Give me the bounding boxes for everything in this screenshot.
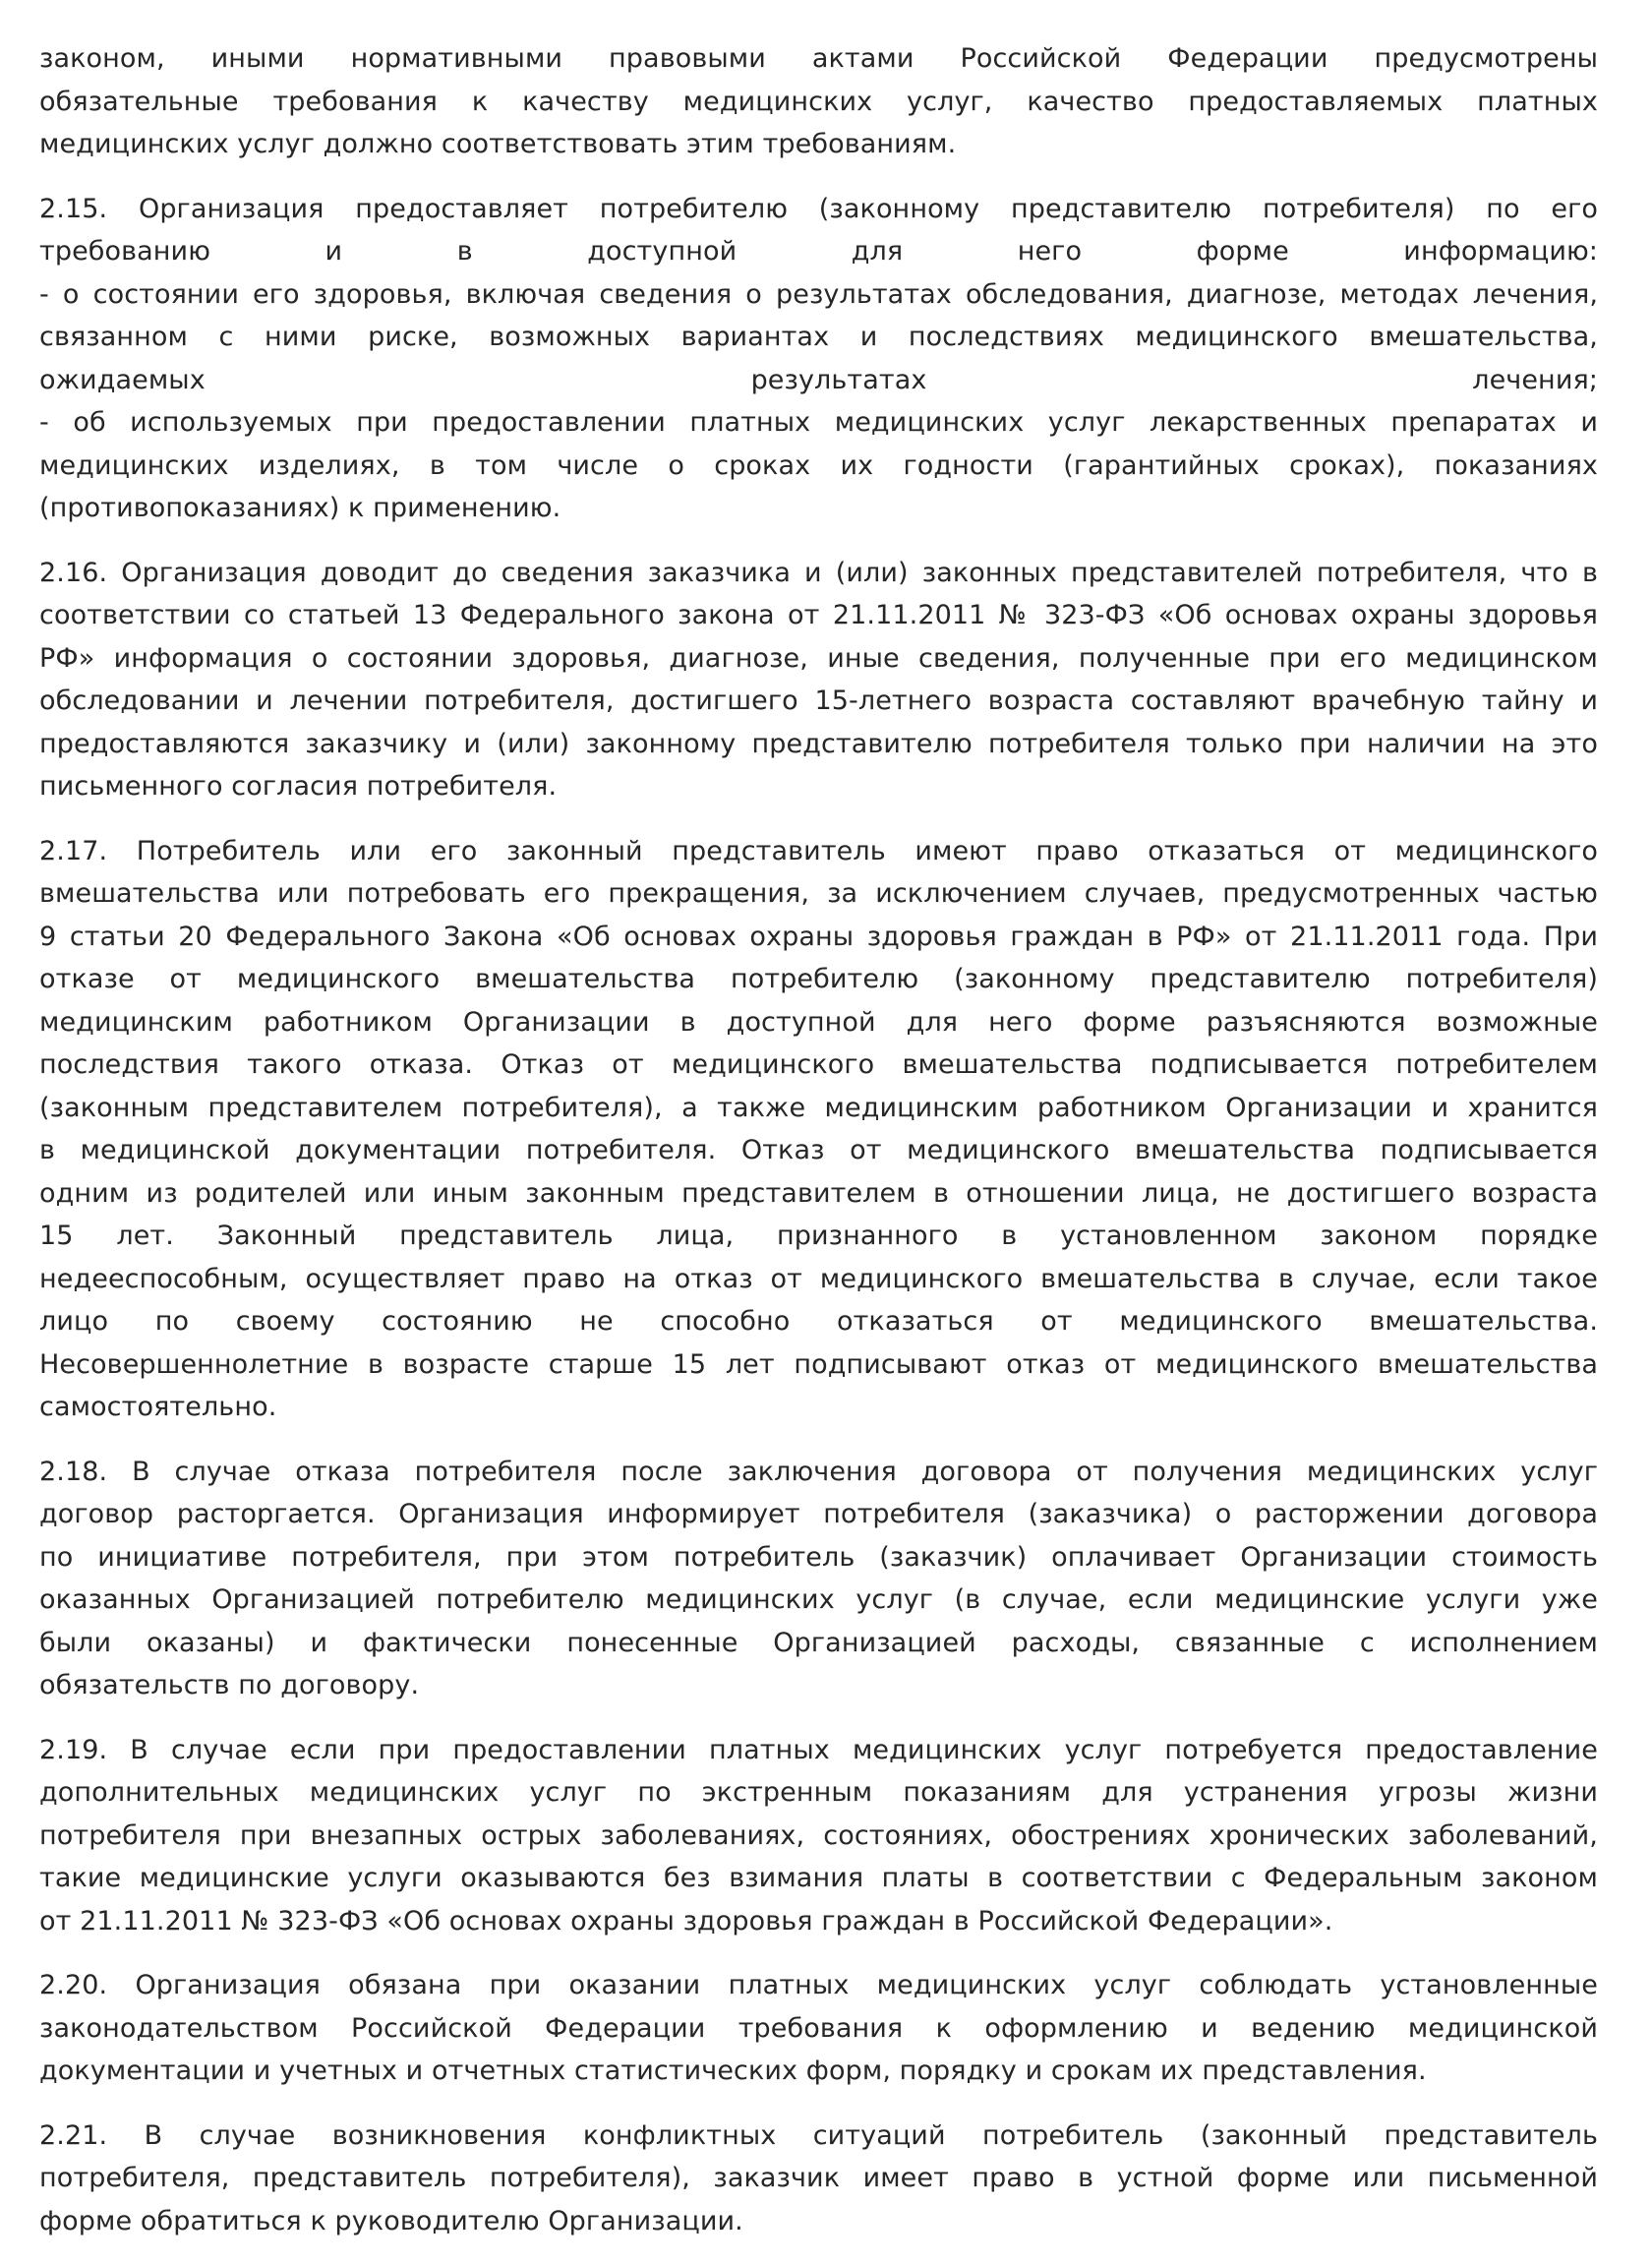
- text-line: - об используемых при предоставлении платных медицинских услуг лекарственных препаратах и: [39, 407, 1598, 438]
- text-line: 9 статьи 20 Федерального Закона «Об основах охраны здоровья граждан в РФ» от 21.11.2011 года. При: [39, 921, 1598, 952]
- paragraph-2-18: [39, 1451, 1598, 1707]
- text-line: законом, иными нормативными правовыми актами Российской Федерации предусмотрены: [39, 43, 1598, 74]
- text-line: 2.21. В случае возникновения конфликтных ситуаций потребитель (законный представитель: [39, 2119, 1598, 2151]
- text-line: требованию и в доступной для него форме информацию:: [39, 236, 1598, 267]
- text-line: 2.17. Потребитель или его законный представитель имеют право отказаться от медицинского: [39, 835, 1598, 866]
- text-line: 2.16. Организация доводит до сведения заказчика и (или) законных представителей потребителя, что в: [39, 557, 1598, 588]
- text-line: лицо по своему состоянию не способно отказаться от медицинского вмешательства.: [39, 1306, 1598, 1337]
- text-line: по инициативе потребителя, при этом потребитель (заказчик) оплачивает Организации стоимость: [39, 1541, 1598, 1573]
- text-line: соответствии со статьей 13 Федерального закона от 21.11.2011 № 323-ФЗ «Об основах охраны здоровья: [39, 600, 1598, 630]
- paragraph-2-16: [39, 552, 1598, 808]
- text-line: потребителя при внезапных острых заболеваниях, состояниях, обострениях хронических заболеваний,: [39, 1819, 1598, 1851]
- text-line: договор расторгается. Организация информирует потребителя (заказчика) о расторжении договора: [39, 1499, 1598, 1529]
- text-line: вмешательства или потребовать его прекращения, за исключением случаев, предусмотренных частью: [39, 878, 1598, 909]
- text-line: самостоятельно.: [39, 1392, 277, 1422]
- text-line: медицинским работником Организации в доступной для него форме разъясняются возможные: [39, 1006, 1598, 1038]
- text-line: одним из родителей или иным законным представителем в отношении лица, не достигшего возраста: [39, 1177, 1598, 1209]
- text-line: ожидаемых результатах лечения;: [39, 364, 1598, 395]
- text-line: обследовании и лечении потребителя, достигшего 15-летнего возраста составляют врачебную тайну и: [39, 685, 1598, 716]
- text-line: 2.18. В случае отказа потребителя после заключения договора от получения медицинских услуг: [39, 1456, 1598, 1487]
- text-line: (противопоказаниях) к применению.: [39, 493, 561, 523]
- text-line: форме обратиться к руководителю Организации.: [39, 2205, 743, 2236]
- text-line: от 21.11.2011 № 323-ФЗ «Об основах охраны здоровья граждан в Российской Федерации».: [39, 1905, 1333, 1936]
- text-line: связанном с ними риске, возможных вариантах и последствиях медицинского вмешательства,: [39, 322, 1598, 352]
- text-line: обязательств по договору.: [39, 1670, 420, 1700]
- text-line: РФ» информация о состоянии здоровья, диагнозе, иные сведения, полученные при его медицинском: [39, 642, 1598, 674]
- text-line: законодательством Российской Федерации требования к оформлению и ведению медицинской: [39, 2012, 1598, 2044]
- text-line: в медицинской документации потребителя. Отказ от медицинского вмешательства подписывается: [39, 1135, 1598, 1165]
- text-line: обязательные требования к качеству медицинских услуг, качество предоставляемых платных: [39, 86, 1598, 117]
- text-line: такие медицинские услуги оказываются без взимания платы в соответствии с Федеральным законом: [39, 1863, 1598, 1893]
- text-line: отказе от медицинского вмешательства потребителю (законному представителю потребителя): [39, 964, 1598, 994]
- paragraph-2-20: [39, 1964, 1598, 2093]
- text-line: 15 лет. Законный представитель лица, признанного в установленном законом порядке: [39, 1221, 1598, 1251]
- text-line: дополнительных медицинских услуг по экстренным показаниям для устранения угрозы жизни: [39, 1777, 1598, 1808]
- text-line: 2.15. Организация предоставляет потребителю (законному представителю потребителя) по его: [39, 193, 1598, 224]
- text-line: письменного согласия потребителя.: [39, 771, 558, 802]
- text-line: 2.19. В случае если при предоставлении платных медицинских услуг потребуется предоставление: [39, 1734, 1598, 1765]
- paragraph-2-17: [39, 830, 1598, 1429]
- text-line: последствия такого отказа. Отказ от медицинского вмешательства подписывается потребителем: [39, 1049, 1598, 1080]
- text-line: оказанных Организацией потребителю медицинских услуг (в случае, если медицинские услуги уже: [39, 1584, 1598, 1615]
- text-line: были оказаны) и фактически понесенные Организацией расходы, связанные с исполнением: [39, 1627, 1598, 1658]
- text-line: (законным представителем потребителя), а также медицинским работником Организации и хранится: [39, 1092, 1598, 1123]
- text-line: недееспособным, осуществляет право на отказ от медицинского вмешательства в случае, если такое: [39, 1263, 1598, 1294]
- paragraph-2-19: [39, 1729, 1598, 1943]
- paragraph-2-21: [39, 2115, 1598, 2243]
- text-line: медицинских услуг должно соответствовать этим требованиям.: [39, 129, 957, 159]
- text-line: потребителя, представитель потребителя), заказчик имеет право в устной форме или письменной: [39, 2163, 1598, 2193]
- text-line: - о состоянии его здоровья, включая сведения о результатах обследования, диагнозе, методах лечения,: [39, 278, 1598, 310]
- text-line: предоставляются заказчику и (или) законному представителю потребителя только при наличии на это: [39, 728, 1598, 759]
- text-line: 2.20. Организация обязана при оказании платных медицинских услуг соблюдать установленные: [39, 1970, 1598, 2000]
- paragraph-2-15: [39, 188, 1598, 530]
- text-line: Несовершеннолетние в возрасте старше 15 лет подписывают отказ от медицинского вмешательства: [39, 1348, 1598, 1380]
- text-line: медицинских изделиях, в том числе о сроках их годности (гарантийных сроках), показаниях: [39, 449, 1598, 481]
- document-body: [39, 37, 1598, 2264]
- paragraph-intro: [39, 37, 1598, 166]
- text-line: документации и учетных и отчетных статистических форм, порядку и срокам их представления.: [39, 2055, 1427, 2086]
